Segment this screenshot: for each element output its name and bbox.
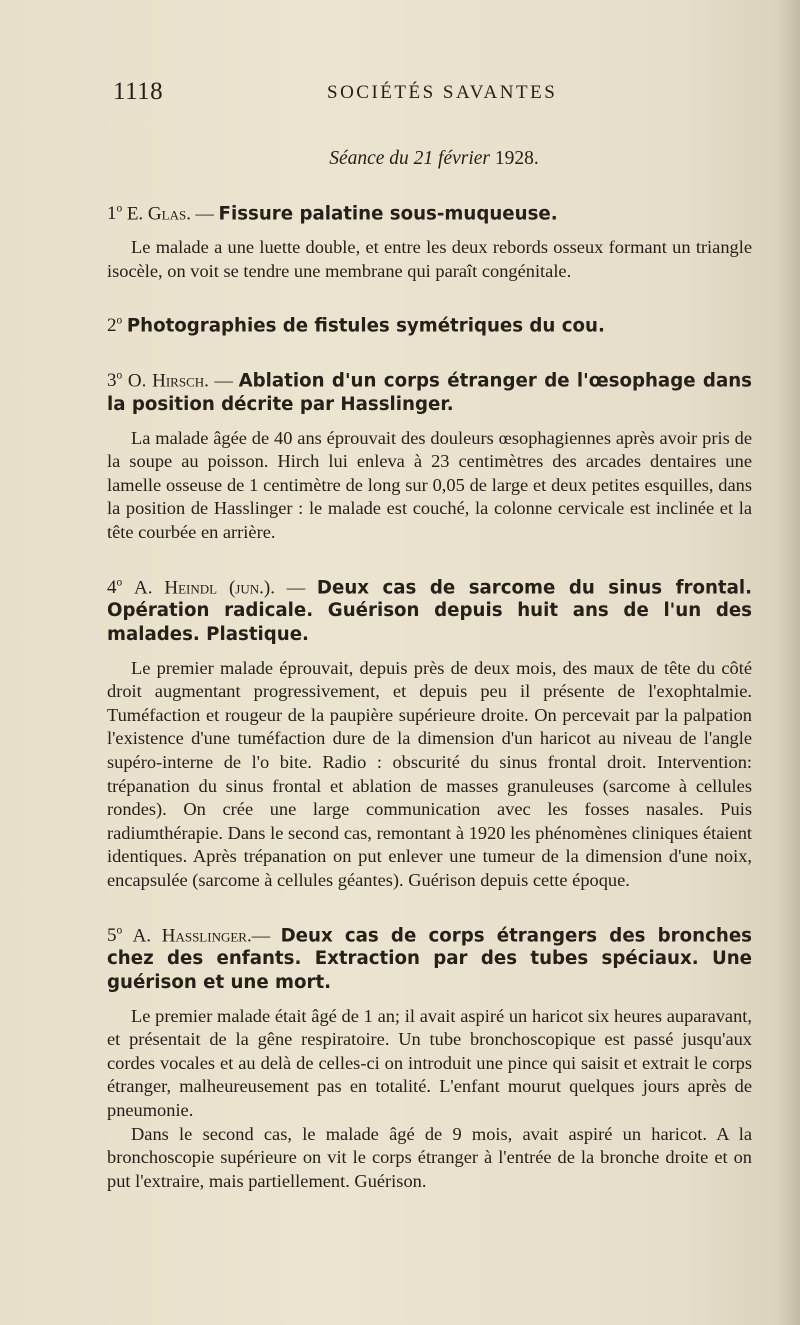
page-number: 1118 [113, 78, 164, 105]
page-edge-shadow [778, 0, 800, 1325]
item-separator: — [190, 203, 219, 224]
item-author: E. Glas. [126, 203, 191, 225]
item-title: Ablation d'un corps étranger de l'œsophage dans la position décrite par Hasslinger. [107, 370, 752, 415]
item-title: Deux cas de corps étrangers des bronches chez des enfants. Extraction par des tubes spéciaux. Une guérison et une mort. [107, 924, 752, 994]
article-body [107, 198, 752, 1193]
item-separator: — [251, 924, 281, 945]
item-title: Deux cas de sarcome du sinus frontal. Opération radicale. Guérison depuis huit ans de l'un des malades. Plastique. [107, 576, 753, 646]
paragraph: Le premier malade était âgé de 1 an; il avait aspiré un haricot six heures auparavant, et présentait de la gêne respiratoire. Un tube bronchoscopique est passé jusqu'aux cordes vocales et au delà de celles-ci on introduit une pince qui saisit et extrait le corps étranger, malheureusement pas en totalité. L'enfant mourut quelques jours après de pneumonie. [107, 1005, 752, 1121]
paragraph: Le premier malade éprouvait, depuis près de deux mois, des maux de tête du côté droit augmentant progressivement, et depuis peu il présente de l'exophtalmie. Tuméfaction et rougeur de la paupière supérieure droite. On percevait par la palpation l'existence d'une tuméfaction dure de la dimension d'un haricot au niveau de l'angle supéro-interne de l'o bite. Radio : obscurité du sinus frontal droit. Intervention: trépanation du sinus frontal et ablation de masses granuleuses (sarcome à cellules rondes). On crée une large communication avec les fosses nasales. Puis radiumthérapie. Dans le second cas, remontant à 1920 les phénomènes cliniques étaient identiques. Après trépanation on put enlever une tumeur de la dimension d'une noix, encapsulée (sarcome à cellules géantes). Guérison depuis cette époque. [107, 657, 752, 890]
item-heading [107, 920, 752, 995]
running-title: SOCIÉTÉS SAVANTES [327, 82, 558, 103]
item-separator: — [274, 576, 317, 597]
item-heading [107, 572, 752, 647]
session-date [0, 148, 800, 170]
item-heading [107, 198, 752, 226]
item-title: Photographies de fistules symétriques du cou. [126, 315, 605, 337]
item-number: 1$^o$ [107, 203, 123, 225]
paragraph: Le malade a une luette double, et entre les deux rebords osseux formant un triangle isocèle, on voit se tendre une membrane qui paraît congénitale. [107, 236, 752, 281]
item-author: A. Heindl (jun.). [133, 576, 275, 598]
item-heading [107, 310, 752, 338]
item-author: A. Hasslinger. [132, 924, 252, 946]
paragraph: La malade âgée de 40 ans éprouvait des douleurs œsophagiennes après avoir pris de la soupe au poisson. Hirch lui enleva à 23 centimètres des arcades dentaires une lamelle osseuse de 1 centimètre de long sur 0,05 de large et deux petites esquilles, dans la position de Hasslinger : le malade est couché, la colonne cervicale est inclinée et la tête courbée en arrière. [107, 427, 752, 542]
session-year: 1928. [494, 148, 539, 169]
session-label: Séance du 21 février [329, 148, 491, 169]
item-number: 5$^o$ [107, 924, 123, 946]
item-heading [107, 365, 752, 417]
item-separator: — [208, 370, 239, 391]
item-number: 4$^o$ [107, 576, 123, 598]
item-number: 3$^o$ [107, 370, 123, 392]
item-author: O. Hirsch. [127, 370, 209, 392]
paragraph: Dans le second cas, le malade âgé de 9 mois, avait aspiré un haricot. A la bronchoscopie supérieure on vit le corps étranger à l'entrée de la bronche droite et on put l'extraire, mais partiellement. Guérison. [107, 1123, 752, 1191]
item-number: 2$^o$ [107, 315, 123, 337]
page-header [113, 78, 753, 112]
item-title: Fissure palatine sous-muqueuse. [218, 203, 558, 225]
